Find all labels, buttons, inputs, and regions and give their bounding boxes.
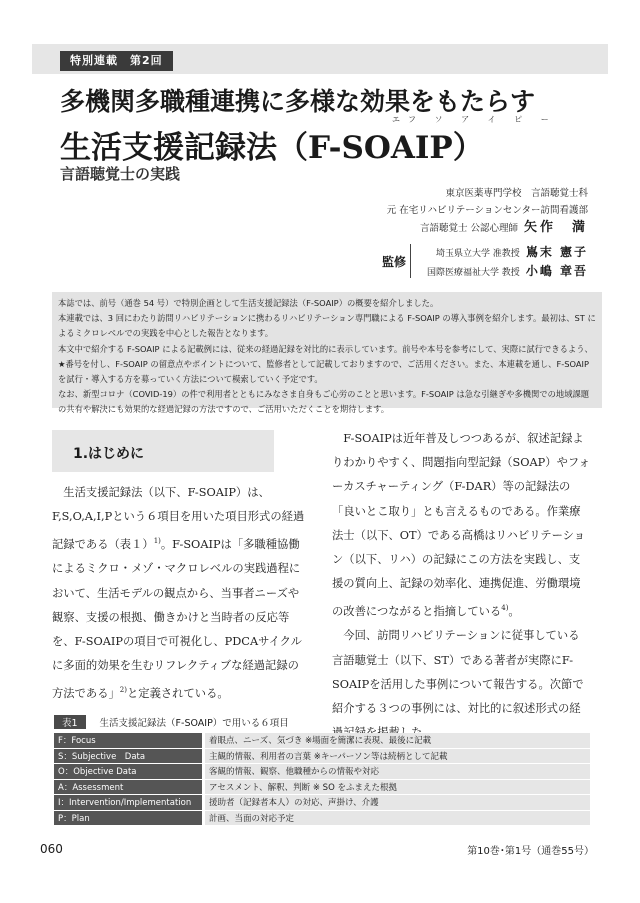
table-row: [54, 748, 590, 764]
series-label: 特別連載 第2回: [60, 51, 173, 71]
table-key: A：Assessment: [54, 779, 204, 795]
table-key: O：Objective Data: [54, 764, 204, 780]
body-column-left: [52, 481, 306, 706]
table-value: 計画、当面の対応予定: [204, 810, 591, 826]
lead-summary-box: [52, 292, 602, 415]
table-row: [54, 795, 590, 811]
subtitle: 言語聴覚士の実践: [60, 165, 181, 183]
table-row: [54, 810, 590, 826]
summary-paragraph: なお、新型コロナ（COVID-19）の件で利用者とともにみなさま自身もご心労のことと思います。F-SOAIP は急な引継ぎや多機関での地域課題の共有や解決にも効果的な経過記録の方法ですので、ご活用いただくことを期待します。: [58, 389, 590, 415]
title-line-2: [60, 122, 484, 167]
summary-paragraph: 本文中で紹介する F-SOAIP による記載例には、従来の経過記録を対比的に表示しています。前号や本号を参考にして、実際に試行できるよう、★番号を付し、F-SOAIP の留意点やポイントについて、監修者として記載しておりますので、ご活用ください。また、本連載を通し、F-SOAIP を試行・導入する方を募っていく方法について模索していく予定です。: [58, 343, 593, 385]
f-soaip-table: [54, 733, 590, 826]
table-key: I：Intervention/Implementation: [54, 795, 204, 811]
body-paragraph: [332, 427, 590, 624]
author-block: [387, 185, 588, 237]
table-key: F：Focus: [54, 733, 204, 748]
table-value: 援助者（記録者本人）の対応、声掛け、介護: [204, 795, 591, 811]
title-line-1: 多機関多職種連携に多様な効果をもたらす: [60, 87, 536, 116]
title-line-2-latin: （F-SOAIP）: [277, 130, 484, 166]
author-affiliation-1: 東京医薬専門学校 言語聴覚士科: [445, 188, 588, 199]
table-row: [54, 764, 590, 780]
summary-paragraph: 本誌では、前号（通巻 54 号）で特別企画として生活支援記録法（F-SOAIP）の概要を紹介しました。: [58, 298, 439, 308]
page-number: 060: [40, 842, 63, 856]
body-text: と定義されている。: [126, 687, 229, 701]
citation-ref: 4): [501, 604, 509, 613]
section-heading: 1.はじめに: [73, 446, 145, 462]
supervisor-name: 嶌末 憲子: [525, 245, 588, 259]
table-value: 着眼点、ニーズ、気づき ※場面を簡潔に表現、最後に記載: [204, 733, 591, 748]
body-paragraph: [52, 481, 306, 706]
supervisor-block: [427, 244, 588, 282]
table-key: S：Subjective Data: [54, 748, 204, 764]
table-caption-text: 生活支援記録法（F-SOAIP）で用いる６項目: [99, 718, 289, 729]
table-row: [54, 779, 590, 795]
title-ruby: エフ ソ ア イ ピ ー: [392, 115, 557, 124]
body-text: 生活支援記録法（以下、F-SOAIP）は、F,S,O,A,I,Pという６項目を用いた項目形式の経過記録である（表１）: [52, 486, 305, 552]
supervisor-affiliation: 埼玉県立大学 准教授: [435, 249, 520, 259]
issue-info: 第10巻･第1号（通巻55号）: [467, 846, 594, 857]
table-value: アセスメント、解釈、判断 ※ SO をふまえた根拠: [204, 779, 591, 795]
title-line-2-jp: 生活支援記録法: [60, 130, 277, 166]
author-name: 矢作 満: [523, 220, 588, 235]
body-column-right: [332, 427, 590, 745]
supervisor-affiliation: 国際医療福祉大学 教授: [426, 268, 520, 278]
author-credentials: 言語聴覚士 公認心理師: [419, 223, 518, 234]
table-row: [54, 733, 590, 748]
table-caption: [54, 715, 289, 729]
summary-paragraph: 本連載では、3 回にわたり訪問リハビリテーションに携わるリハビリテーション専門職による F-SOAIP の導入事例を紹介します。最初は、ST によるミクロレベルでの実践を中心とした報告となります。: [58, 313, 596, 339]
body-text: F-SOAIPは近年普及しつつあるが、叙述記録よりわかりやすく、問題指向型記録（SOAP）やフォーカスチャーティング（F-DAR）等の記録法の「良いとこ取り」とも言えるものである。作業療法士（以下、OT）である高橋はリハビリテーション（以下、リハ）の記録にこの方法を実践し、支援の質向上、記録の効率化、連携促進、労働環境の改善につながると指摘している: [332, 432, 590, 619]
body-text: 。: [508, 605, 520, 619]
supervisor-name: 小嶋 章吾: [525, 264, 588, 278]
table-number: 表1: [54, 715, 86, 729]
body-paragraph: 今回、訪問リハビリテーションに従事している言語聴覚士（以下、ST）である著者が実際にF-SOAIPを活用した事例について報告する。次節で紹介する３つの事例には、対比的に叙述形式の経: [332, 629, 584, 715]
citation-ref: 2): [119, 686, 127, 695]
table-value: 主観的情報、利用者の言葉 ※キーパーソン等は続柄として記載: [204, 748, 591, 764]
body-text: 。F-SOAIPは「多職種協働によるミクロ・メゾ・マクロレベルの実践過程において、生活モデルの観点から、当事者ニーズや観察、支援の根拠、働きかけと当時者の反応等を、F-SOAIPの項目で可視化し、PDCAサイクルに多面的効果を生むリフレクティブな経過記録の方法である」: [52, 538, 302, 701]
table-key: P：Plan: [54, 810, 204, 826]
supervisor-divider: [410, 244, 411, 278]
author-affiliation-2: 元 在宅リハビリテーションセンター訪問看護部: [386, 205, 588, 216]
citation-ref: 1): [153, 537, 161, 546]
table-value: 客観的情報、観察、他職種からの情報や対応: [204, 764, 591, 780]
supervisor-label: 監修: [382, 255, 407, 269]
